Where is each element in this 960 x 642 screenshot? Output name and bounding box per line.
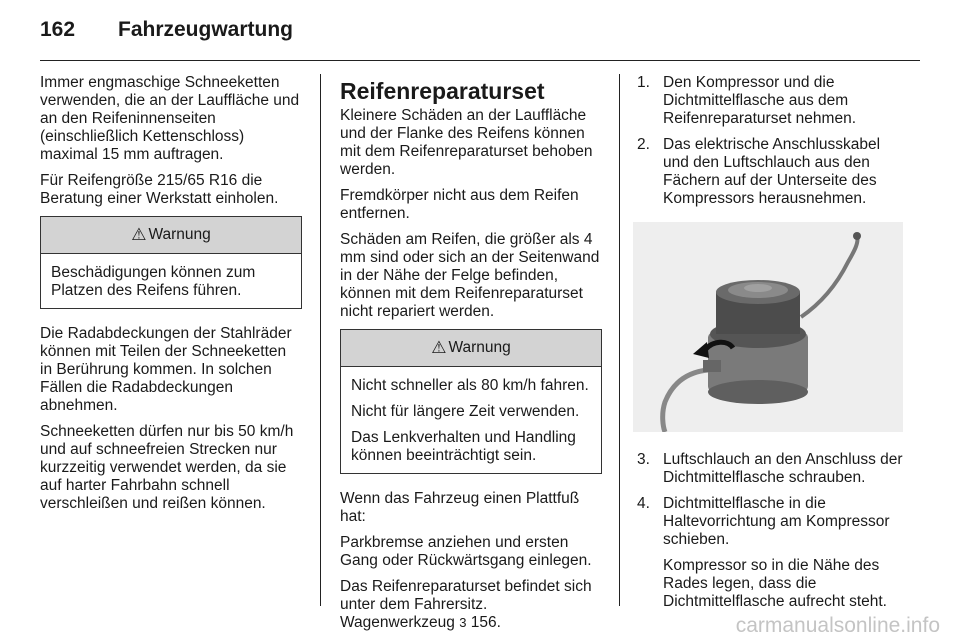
warning-header: [41, 217, 301, 254]
warning-body: [341, 367, 601, 473]
paragraph: Immer engmaschige Schneeketten verwenden, die an der Lauffläche und an den Reifeninnenseiten (einschließlich Kettenschloss) maximal 15 mm auftragen.: [40, 74, 300, 163]
step-text: Luftschlauch an den Anschluss der Dichtmittelflasche schrauben.: [663, 451, 903, 486]
warning-icon: ⚠: [131, 225, 147, 244]
warning-box: [40, 216, 302, 309]
column-right: [637, 74, 907, 619]
paragraph: Kleinere Schäden an der Lauffläche und der Flanke des Reifens können mit dem Reifenreparaturset behoben werden.: [340, 107, 593, 178]
warning-title: Warnung: [148, 226, 211, 243]
step-number: 2.: [637, 136, 650, 153]
paragraph: [340, 578, 602, 632]
warning-text: Beschädigungen können zum Platzen des Reifens führen.: [51, 264, 256, 299]
watermark: carmanualsonline.info: [735, 614, 940, 637]
cross-reference-icon[interactable]: 3: [459, 615, 467, 630]
list-item: [637, 136, 907, 208]
paragraph: Fremdkörper nicht aus dem Reifen entfernen.: [340, 187, 579, 222]
step-number: 3.: [637, 451, 650, 468]
step-text: Das elektrische Anschlusskabel und den Luftschlauch aus den Fächern auf der Unterseite des Kompressors herausnehmen.: [663, 136, 881, 207]
page-reference[interactable]: 156.: [466, 614, 501, 631]
list-item: [637, 74, 907, 128]
column-divider-1: [320, 74, 321, 606]
warning-body: [41, 254, 301, 308]
page-number: 162: [40, 18, 76, 41]
paragraph: Die Radabdeckungen der Stahlräder können mit Teilen der Schneeketten in Berührung kommen. In solchen Fällen die Radabdeckungen abnehmen.: [40, 325, 292, 414]
compressor-illustration: [633, 222, 903, 432]
column-middle: [340, 74, 602, 640]
step-subtext: Kompressor so in die Nähe des Rades legen, dass die Dichtmittelflasche aufrecht steht.: [663, 557, 887, 610]
paragraph: Für Reifengröße 215/65 R16 die Beratung einer Werkstatt einholen.: [40, 172, 279, 207]
warning-box: [340, 329, 602, 474]
page-header: [40, 16, 920, 56]
warning-text: Nicht für längere Zeit verwenden.: [351, 403, 580, 420]
warning-header: [341, 330, 601, 367]
column-left: [40, 74, 302, 521]
chapter-title: Fahrzeugwartung: [118, 18, 294, 41]
warning-icon: ⚠: [431, 338, 447, 357]
paragraph: Schäden am Reifen, die größer als 4 mm sind oder sich an der Seitenwand in der Nähe der Felge befinden, können mit dem Reifenreparaturset nicht repariert werden.: [340, 231, 600, 320]
paragraph: Wenn das Fahrzeug einen Plattfuß hat:: [340, 490, 580, 525]
step-number: 1.: [637, 74, 650, 91]
warning-text: Das Lenkverhalten und Handling können beeinträchtigt sein.: [351, 429, 576, 464]
list-item: [637, 451, 907, 487]
step-number: 4.: [637, 495, 650, 512]
paragraph: Parkbremse anziehen und ersten Gang oder Rückwärtsgang einlegen.: [340, 534, 592, 569]
section-heading: Reifenreparaturset: [340, 78, 545, 104]
paragraph: Schneeketten dürfen nur bis 50 km/h und auf schneefreien Strecken nur kurzzeitig verwendet werden, da sie auf harter Fahrbahn schnell verschleißen und reißen können.: [40, 423, 294, 512]
column-divider-2: [619, 74, 620, 606]
list-item: [637, 495, 907, 611]
steps-list: [637, 451, 907, 611]
step-text: Dichtmittelflasche in die Haltevorrichtung am Kompressor schieben.: [663, 495, 890, 548]
paragraph-text: Das Reifenreparaturset befindet sich unter dem Fahrersitz. Wagenwerkzeug: [340, 578, 592, 631]
header-rule: [40, 60, 920, 61]
step-text: Den Kompressor und die Dichtmittelflasche aus dem Reifenreparaturset nehmen.: [663, 74, 857, 127]
warning-text: Nicht schneller als 80 km/h fahren.: [351, 377, 589, 394]
steps-list: [637, 74, 907, 208]
warning-title: Warnung: [448, 339, 511, 356]
